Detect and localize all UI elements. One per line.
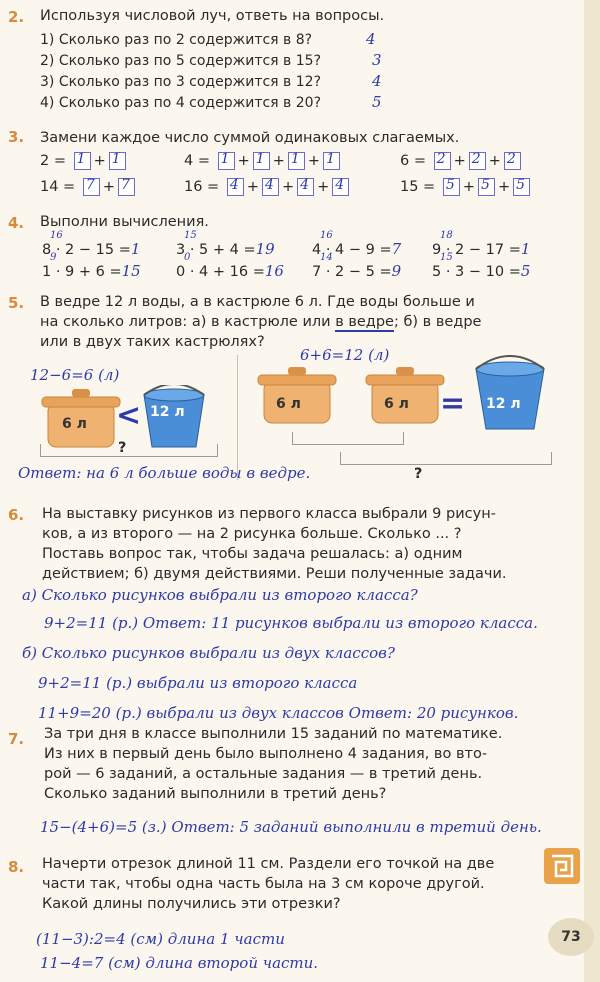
bucket-label-right: 12 л <box>486 396 521 412</box>
pot-label-right-1: 6 л <box>276 396 301 412</box>
task-3-eq-2: 4 = 1 + 1 + 1 + 1 <box>184 152 343 170</box>
question-mark-right: ? <box>414 466 423 482</box>
task-4-number: 4. <box>8 214 25 232</box>
task-6-number: 6. <box>8 506 25 524</box>
task-5-answer: Ответ: на 6 л больше воды в ведре. <box>18 464 311 482</box>
task-7-hand: 15−(4+6)=5 (з.) Ответ: 5 заданий выполнили в третий день. <box>40 818 542 836</box>
task-4-expr-1: 16 8 · 2 − 15 =1 <box>42 230 141 258</box>
task-4-expr-7: 14 7 · 2 − 5 =9 <box>312 252 402 280</box>
two-pots-and-bucket-picture <box>254 355 554 435</box>
task-6-hand-2: 9+2=11 (р.) Ответ: 11 рисунков выбрали из второго класса. <box>44 614 538 632</box>
task-3-eq-6: 15 = 5 + 5 + 5 <box>400 178 533 196</box>
page-edge <box>584 0 600 982</box>
task-6-hand-4: 9+2=11 (р.) выбрали из второго класса <box>38 674 358 692</box>
less-than-sign: < <box>116 398 142 433</box>
task-2-number: 2. <box>8 8 25 26</box>
pot-icon <box>258 367 336 423</box>
task-8-number: 8. <box>8 858 25 876</box>
task-2-q3: 3) Сколько раз по 3 содержится в 12? <box>40 74 321 90</box>
bracket-right-bottom <box>340 452 552 465</box>
task-3-eq-5: 16 = 4 + 4 + 4 + 4 <box>184 178 352 196</box>
task-7-line-3: рой — 6 заданий, а остальные задания — в третий день. <box>44 766 483 782</box>
pot-icon <box>366 367 444 423</box>
task-6-line-3: Поставь вопрос так, чтобы задача решалась: а) одним <box>42 546 463 562</box>
page-number: 73 <box>548 918 594 956</box>
task-3-instruction: Замени каждое число суммой одинаковых слагаемых. <box>40 130 460 146</box>
task-2-a1: 4 <box>366 30 376 48</box>
task-8-line-2: части так, чтобы одна часть была на 3 см короче другой. <box>42 876 485 892</box>
task-8-line-3: Какой длины получились эти отрезки? <box>42 896 341 912</box>
task-4-expr-5: 9 1 · 9 + 6 =15 <box>42 252 141 280</box>
task-3-eq-1: 2 = 1 + 1 <box>40 152 129 170</box>
task-2-a4: 5 <box>372 93 382 111</box>
task-5-hand-left: 12−6=6 (л) <box>30 366 120 384</box>
pot-label-left: 6 л <box>62 416 87 432</box>
task-2-a3: 4 <box>372 72 382 90</box>
task-6-line-2: ков, а из второго — на 2 рисунка больше. Сколько ... ? <box>42 526 462 542</box>
task-6-line-4: действием; б) двумя действиями. Реши полученные задачи. <box>42 566 507 582</box>
task-3-eq-4: 14 = 7 + 7 <box>40 178 138 196</box>
task-2-a2: 3 <box>372 51 382 69</box>
task-5-line-1: В ведре 12 л воды, а в кастрюле 6 л. Где воды больше и <box>40 294 475 310</box>
task-3-eq-3: 6 = 2 + 2 + 2 <box>400 152 524 170</box>
task-4-expr-2: 15 3 · 5 + 4 =19 <box>176 230 275 258</box>
bucket-label-left: 12 л <box>150 404 185 420</box>
task-8-hand-2: 11−4=7 (см) длина второй части. <box>40 954 319 972</box>
pot-label-right-2: 6 л <box>384 396 409 412</box>
task-6-hand-3: б) Сколько рисунков выбрали из двух классов? <box>22 644 395 662</box>
spiral-logo-icon <box>544 848 580 884</box>
task-6-hand-1: а) Сколько рисунков выбрали из второго класса? <box>22 586 418 604</box>
task-8-line-1: Начерти отрезок длиной 11 см. Раздели его точкой на две <box>42 856 495 872</box>
task-7-line-1: За три дня в классе выполнили 15 заданий по математике. <box>44 726 503 742</box>
task-7-line-2: Из них в первый день было выполнено 4 задания, во вто- <box>44 746 488 762</box>
task-5-line-3: или в двух таких кастрюлях? <box>40 334 265 350</box>
task-4-expr-8: 15 5 · 3 − 10 =5 <box>432 252 531 280</box>
task-5-hand-right: 6+6=12 (л) <box>300 346 390 364</box>
task-4-expr-6: 0 0 · 4 + 16 =16 <box>176 252 284 280</box>
task-8-hand-1: (11−3):2=4 (см) длина 1 части <box>36 930 285 948</box>
equals-sign: = <box>440 386 466 421</box>
task-2-q1: 1) Сколько раз по 2 содержится в 8? <box>40 32 313 48</box>
task-7-number: 7. <box>8 730 25 748</box>
task-4-expr-4: 18 9 · 2 − 17 =1 <box>432 230 531 258</box>
task-6-line-1: На выставку рисунков из первого класса выбрали 9 рисун- <box>42 506 496 522</box>
task-4-expr-3: 16 4 · 4 − 9 =7 <box>312 230 402 258</box>
task-2-q4: 4) Сколько раз по 4 содержится в 20? <box>40 95 321 111</box>
bucket-icon <box>476 356 544 429</box>
task-7-line-4: Сколько заданий выполнили в третий день? <box>44 786 387 802</box>
task-3-number: 3. <box>8 128 25 146</box>
task-5-line-2: на сколько литров: а) в кастрюле или в ведре; б) в ведре <box>40 314 482 330</box>
question-mark-left: ? <box>118 440 127 456</box>
task-4-instruction: Выполни вычисления. <box>40 214 209 230</box>
task-2-q2: 2) Сколько раз по 5 содержится в 15? <box>40 53 321 69</box>
bracket-right-top <box>292 432 404 445</box>
task-2-instruction: Используя числовой луч, ответь на вопросы. <box>40 8 385 24</box>
task-6-hand-5: 11+9=20 (р.) выбрали из двух классов Ответ: 20 рисунков. <box>38 704 519 722</box>
picture-divider <box>237 355 238 480</box>
bracket-left <box>40 444 218 457</box>
task-5-number: 5. <box>8 294 25 312</box>
